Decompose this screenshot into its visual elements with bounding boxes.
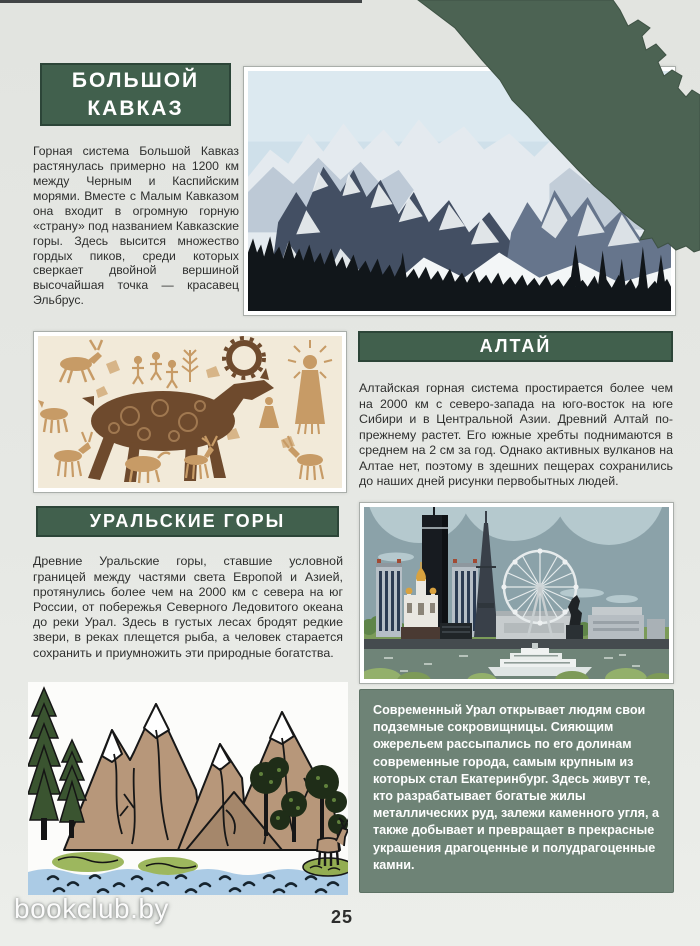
header-line: УРАЛЬСКИЕ ГОРЫ: [89, 511, 286, 531]
truck: [440, 623, 472, 639]
section-header-ural: [36, 506, 339, 537]
ural-callout-box: Современный Урал открывает людям свои подземные сокровищницы. Сияющим ожерельем рассыпались по его долинам современные города, самым крупным из которых стал Екатеринбург. Здесь живут те, кто разрабатывает богатые жилы металлических руд, залежи каменного угля, а также добывает и превращает в прекрасные украшения драгоценные и полудрагоценные камни.: [359, 689, 674, 893]
header-line: БОЛЬШОЙ: [71, 68, 200, 92]
ural-woodcut-illustration: [28, 682, 348, 895]
ural-paragraph: Древние Уральские горы, ставшие условной границей между частями света Европой и Азией, протянулись более чем на 2000 км с севера на юг России, от побережья Северного Ледовитого океана до реки Урал. Здесь в густых лесах бродят редкие звери, в реках плещется рыба, а человек старается сохранить и приумножить эти природные богатства.: [33, 554, 343, 660]
residential-tower-left: [376, 559, 402, 637]
scan-edge-artifact: [0, 0, 362, 3]
city-illustration-frame: [359, 502, 674, 684]
yekaterinburg-skyline-illustration: [364, 507, 669, 679]
section-header-altai: [358, 331, 673, 362]
caucasus-photo-frame: [243, 66, 676, 316]
page-number: 25: [331, 907, 354, 927]
altai-paragraph: Алтайская горная система простирается более чем на 2000 км с северо-запада на юго-восток на юге Сибири и в Центральной Азии. Древний Алтай по-прежнему растет. Его южные хребты поднимаются в среднем на 2 см за год. Однако активных вулканов на Алтае нет, поэтому в здешних пещерах сохранились до наших дней рисунки первобытных людей.: [359, 381, 673, 489]
petroglyph-illustration: [38, 336, 342, 488]
caucasus-mountains-illustration: [248, 71, 671, 311]
watermark: bookclub.by: [14, 893, 169, 924]
section-header-caucasus: [40, 63, 231, 126]
road: [364, 639, 669, 649]
woodcut-svg: [28, 682, 348, 895]
caucasus-paragraph: Горная система Большой Кавказ растянулась примерно на 1200 км между Черным и Каспийским морями. Вместе с Малым Кавказом она входит в огромную горную «страну» под названием Кавказские горы. Здесь высится множество гордых пиков, среди которых сверкает двойной вершиной высочайшая точка — красавец Эльбрус.: [33, 144, 239, 308]
petroglyph-frame: [33, 331, 347, 493]
header-line: АЛТАЙ: [479, 336, 552, 356]
header-line: КАВКАЗ: [87, 96, 184, 120]
